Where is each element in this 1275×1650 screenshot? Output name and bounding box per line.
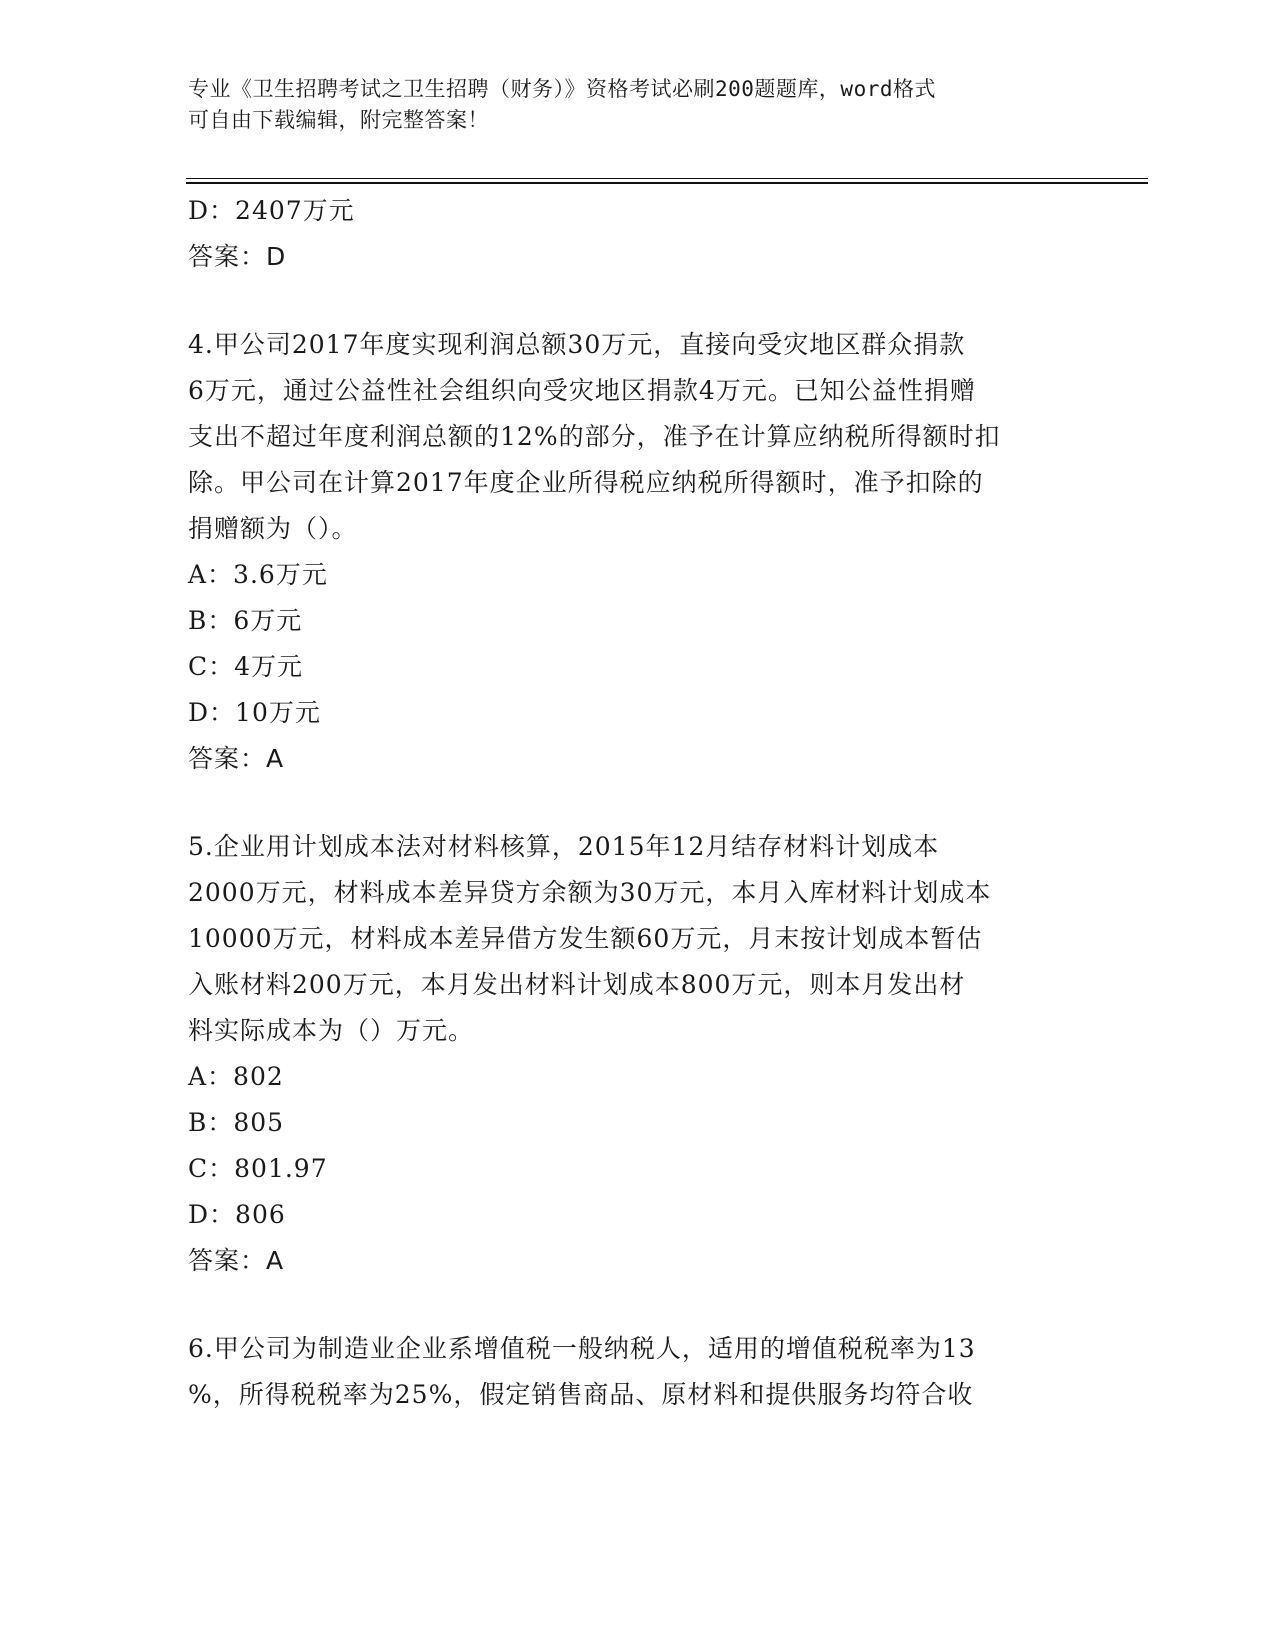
stem-line: 6万元，通过公益性社会组织向受灾地区捐款4万元。已知公益性捐赠 xyxy=(188,376,976,405)
option-d: D：10万元 xyxy=(188,698,321,727)
option-d: D：806 xyxy=(188,1200,286,1229)
stem-line: 5.企业用计划成本法对材料核算，2015年12月结存材料计划成本 xyxy=(188,832,940,861)
answer-line: 答案：A xyxy=(188,744,285,773)
header-divider-thick xyxy=(186,182,1148,184)
stem-line: 支出不超过年度利润总额的12%的部分，准予在计算应纳税所得额时扣 xyxy=(188,422,1001,451)
question-5 xyxy=(188,824,1088,1284)
option-c: C：4万元 xyxy=(188,652,304,681)
option-b: B：805 xyxy=(188,1108,285,1137)
stem-line: 捐赠额为（）。 xyxy=(188,514,358,543)
stem-line: 入账材料200万元，本月发出材料计划成本800万元，则本月发出材 xyxy=(188,970,966,999)
header-divider xyxy=(186,178,1148,179)
option-b: B：6万元 xyxy=(188,606,303,635)
stem-line: 料实际成本为（）万元。 xyxy=(188,1016,475,1045)
question-6 xyxy=(188,1326,1088,1418)
option-a: A：802 xyxy=(188,1062,284,1091)
stem-line: 4.甲公司2017年度实现利润总额30万元，直接向受灾地区群众捐款 xyxy=(188,330,966,359)
question-stem xyxy=(188,322,1088,552)
option-a: A：3.6万元 xyxy=(188,560,328,589)
document-header xyxy=(188,74,1068,136)
option-d: D：2407万元 xyxy=(188,196,355,225)
header-line-1: 专业《卫生招聘考试之卫生招聘（财务）》资格考试必刷200题题库，word格式 xyxy=(188,77,936,101)
spacer xyxy=(188,280,1088,322)
stem-line: 除。甲公司在计算2017年度企业所得税应纳税所得额时，准予扣除的 xyxy=(188,468,984,497)
question-stem xyxy=(188,1326,1088,1418)
stem-line: %，所得税税率为25%，假定销售商品、原材料和提供服务均符合收 xyxy=(188,1380,974,1409)
previous-question-tail xyxy=(188,188,1088,280)
option-c: C：801.97 xyxy=(188,1154,328,1183)
answer-line: 答案：A xyxy=(188,1246,285,1275)
header-line-2: 可自由下载编辑，附完整答案！ xyxy=(188,108,489,132)
stem-line: 2000万元，材料成本差异贷方余额为30万元，本月入库材料计划成本 xyxy=(188,878,992,907)
stem-line: 10000万元，材料成本差异借方发生额60万元，月末按计划成本暂估 xyxy=(188,924,983,953)
page-content xyxy=(188,188,1088,1418)
question-4 xyxy=(188,322,1088,782)
spacer xyxy=(188,1284,1088,1326)
spacer xyxy=(188,782,1088,824)
question-stem xyxy=(188,824,1088,1054)
stem-line: 6.甲公司为制造业企业系增值税一般纳税人，适用的增值税税率为13 xyxy=(188,1334,976,1363)
answer-line: 答案：D xyxy=(188,242,287,271)
